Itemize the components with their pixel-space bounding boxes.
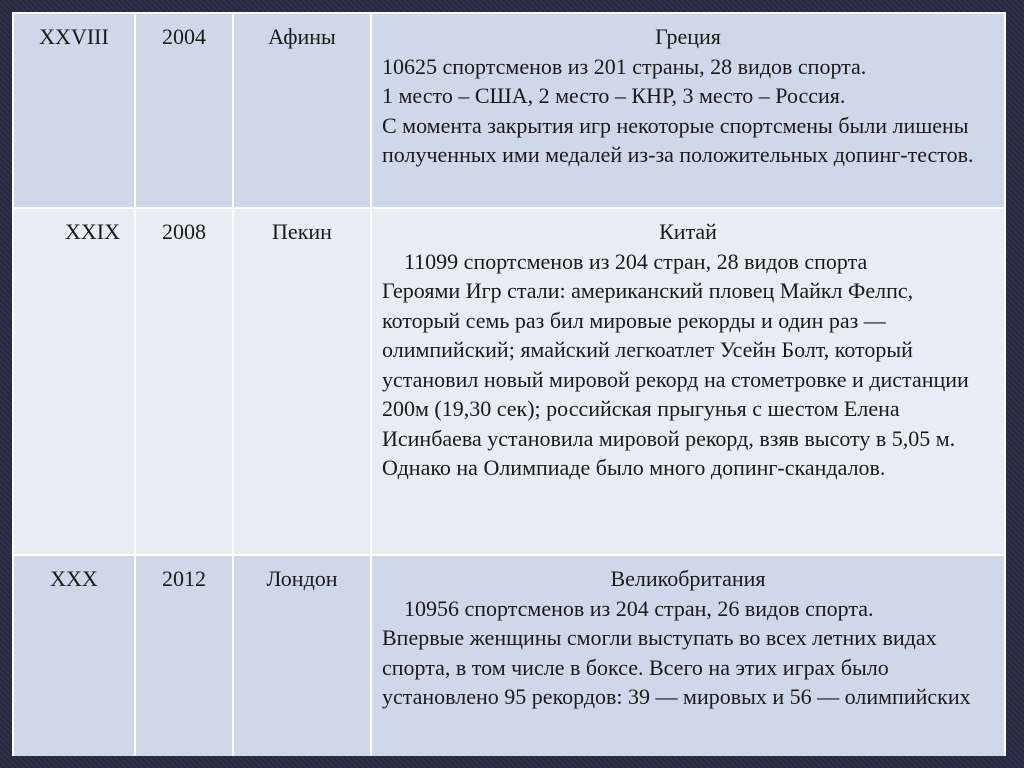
olympiad-number: XXIX — [13, 208, 135, 555]
olympiad-year: 2008 — [135, 208, 233, 555]
info-paragraph: 11099 спортсменов из 204 стран, 28 видов спорта — [404, 248, 868, 274]
host-city: Пекин — [233, 208, 371, 555]
info-paragraph: 10956 спортсменов из 204 стран, 26 видов спорта. — [404, 595, 874, 621]
olympiad-info — [371, 13, 1005, 208]
table-row — [13, 555, 1005, 756]
host-country: Китай — [659, 219, 717, 244]
host-country: Великобритания — [610, 566, 766, 591]
info-paragraph: 1 место – США, 2 место – КНР, 3 место – Россия. — [382, 83, 846, 108]
table-row — [13, 13, 1005, 208]
olympiad-year: 2012 — [135, 555, 233, 756]
olympiad-number: XXVIII — [13, 13, 135, 208]
olympiad-info — [371, 555, 1005, 756]
info-paragraph: 10625 спортсменов из 201 страны, 28 видов спорта. — [382, 53, 867, 79]
host-country: Греция — [655, 24, 721, 49]
slide-frame — [12, 12, 1006, 756]
olympiad-number: XXX — [13, 555, 135, 756]
olympiad-year: 2004 — [135, 13, 233, 208]
olympiad-info — [371, 208, 1005, 555]
olympics-table — [12, 12, 1006, 756]
info-paragraph: С момента закрытия игр некоторые спортсмены были лишены полученных ими медалей из-за положительных допинг-тестов. — [382, 112, 974, 167]
info-paragraph: Впервые женщины смогли выступать во всех летних видах спорта, в том числе в боксе. Всего на этих играх было установлено 95 рекордов: 39 — мировых и 56 — олимпийских — [382, 625, 971, 709]
info-paragraph: Героями Игр стали: американский пловец Майкл Фелпс, который семь раз бил мировые рекорды и один раз — олимпийский; ямайский легкоатлет Усейн Болт, который установил новый мировой рекорд на стометровке и дистанции 200м (19,30 сек); российская прыгунья с шестом Елена Исинбаева установила мировой рекорд, взяв высоту в 5,05 м. Однако на Олимпиаде было много допинг-скандалов. — [382, 278, 969, 480]
host-city: Афины — [233, 13, 371, 208]
table-row — [13, 208, 1005, 555]
host-city: Лондон — [233, 555, 371, 756]
